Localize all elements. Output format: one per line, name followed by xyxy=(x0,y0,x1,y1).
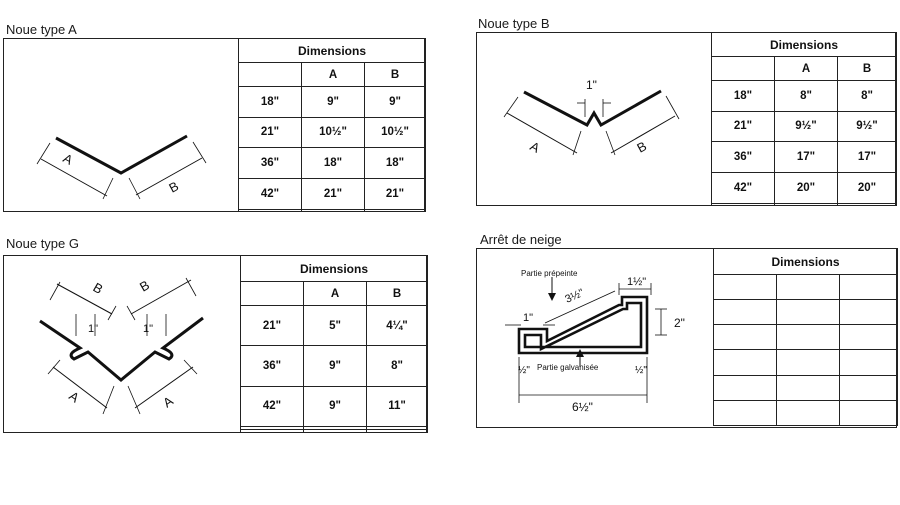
label-a-right: A xyxy=(160,393,176,411)
title-arret-de-neige: Arrêt de neige xyxy=(480,232,562,247)
cell-b: 11" xyxy=(367,386,428,426)
title-noue-type-b: Noue type B xyxy=(478,16,550,31)
label-fold-left: 1" xyxy=(88,323,99,335)
col-b: B xyxy=(838,57,897,81)
cell-size xyxy=(239,209,302,211)
label-a: A xyxy=(60,150,76,168)
label-a: A xyxy=(527,138,543,156)
cell-a xyxy=(775,203,838,205)
cell-b xyxy=(838,203,897,205)
label-lip: 1" xyxy=(523,312,534,324)
table-row xyxy=(241,386,428,426)
cell xyxy=(777,275,840,300)
label-b: B xyxy=(166,178,182,196)
cell-size: 18" xyxy=(712,81,775,112)
cell-a: 10½" xyxy=(302,117,365,148)
cell xyxy=(714,375,777,400)
cell-size xyxy=(241,429,304,432)
table-row xyxy=(714,375,898,400)
label-b: B xyxy=(634,138,650,156)
table-row xyxy=(239,148,426,179)
cell-a: 9" xyxy=(302,87,365,118)
cell-size: 21" xyxy=(241,306,304,346)
dimensions-table-type-g xyxy=(240,255,428,433)
col-size xyxy=(239,63,302,87)
cell xyxy=(840,325,898,350)
cell-a: 18" xyxy=(302,148,365,179)
cell-size: 42" xyxy=(712,172,775,203)
table-row xyxy=(712,111,897,142)
cell-size: 18" xyxy=(239,87,302,118)
table-row xyxy=(714,275,898,300)
cell xyxy=(714,350,777,375)
cell-a: 9" xyxy=(304,386,367,426)
cell-a xyxy=(304,429,367,432)
table-row xyxy=(241,346,428,386)
cell xyxy=(714,275,777,300)
cell-b: 8" xyxy=(838,81,897,112)
table-row xyxy=(712,142,897,173)
cell-a: 17" xyxy=(775,142,838,173)
cell xyxy=(840,400,898,425)
label-b-left: B xyxy=(90,279,106,297)
dimensions-table-type-b xyxy=(711,32,897,206)
table-row xyxy=(712,172,897,203)
cell xyxy=(777,325,840,350)
panel-noue-type-g xyxy=(3,255,427,433)
panel-noue-type-b xyxy=(476,32,896,206)
cell-size: 42" xyxy=(241,386,304,426)
table-row xyxy=(239,117,426,148)
col-a: A xyxy=(304,282,367,306)
col-a: A xyxy=(775,57,838,81)
col-b: B xyxy=(365,63,426,87)
cell xyxy=(777,300,840,325)
cell-b xyxy=(367,429,428,432)
table-row xyxy=(241,306,428,346)
label-fold-right: 1" xyxy=(143,323,154,335)
cell-b: 9" xyxy=(365,87,426,118)
cell-b: 8" xyxy=(367,346,428,386)
label-left-bottom: ½" xyxy=(518,365,530,376)
cell-size: 21" xyxy=(239,117,302,148)
cell xyxy=(840,300,898,325)
col-size xyxy=(241,282,304,306)
table-row xyxy=(714,325,898,350)
title-noue-type-a: Noue type A xyxy=(6,22,77,37)
table-header: Dimensions xyxy=(714,249,898,275)
cell xyxy=(777,400,840,425)
cell xyxy=(714,400,777,425)
table-row xyxy=(239,178,426,209)
cell-b: 21" xyxy=(365,178,426,209)
title-noue-type-g: Noue type G xyxy=(6,236,79,251)
label-height: 2" xyxy=(674,316,685,330)
cell-b: 10½" xyxy=(365,117,426,148)
cell-a: 8" xyxy=(775,81,838,112)
label-prepainted: Partie prépeinte xyxy=(521,269,578,278)
panel-noue-type-a xyxy=(3,38,425,212)
cell-b: 20" xyxy=(838,172,897,203)
table-row xyxy=(239,209,426,211)
panel-arret-de-neige xyxy=(476,248,897,428)
cell-a: 9" xyxy=(304,346,367,386)
table-row xyxy=(714,400,898,425)
table-header: Dimensions xyxy=(712,33,897,57)
snow-guard-diagram xyxy=(477,249,715,427)
cell xyxy=(840,275,898,300)
col-a: A xyxy=(302,63,365,87)
cell xyxy=(840,350,898,375)
table-row xyxy=(714,350,898,375)
label-galvanized: Partie galvanisée xyxy=(537,363,599,372)
label-slope: 3½" xyxy=(563,286,586,306)
cell-a: 20" xyxy=(775,172,838,203)
label-right-bottom: ½" xyxy=(635,365,647,376)
dimensions-table-snow xyxy=(713,248,898,426)
cell-b: 17" xyxy=(838,142,897,173)
cell-size: 36" xyxy=(239,148,302,179)
table-row xyxy=(239,87,426,118)
cell-size: 36" xyxy=(712,142,775,173)
cell-b: 9½" xyxy=(838,111,897,142)
cell-size: 21" xyxy=(712,111,775,142)
col-size xyxy=(712,57,775,81)
cell xyxy=(777,350,840,375)
cell-a: 5" xyxy=(304,306,367,346)
valley-type-g-diagram xyxy=(4,256,242,432)
cell-b: 18" xyxy=(365,148,426,179)
cell-size: 42" xyxy=(239,178,302,209)
cell-a: 9½" xyxy=(775,111,838,142)
table-header: Dimensions xyxy=(239,39,426,63)
valley-type-b-diagram xyxy=(477,33,713,205)
table-row xyxy=(241,429,428,432)
cell xyxy=(840,375,898,400)
cell-size xyxy=(712,203,775,205)
table-row xyxy=(712,81,897,112)
table-row xyxy=(714,300,898,325)
cell xyxy=(777,375,840,400)
cell xyxy=(714,325,777,350)
table-row xyxy=(712,203,897,205)
cell-a: 21" xyxy=(302,178,365,209)
label-total: 6½" xyxy=(572,400,593,414)
cell-size: 36" xyxy=(241,346,304,386)
table-header: Dimensions xyxy=(241,256,428,282)
cell-b xyxy=(365,209,426,211)
cell-b: 4¼" xyxy=(367,306,428,346)
label-b-right: B xyxy=(137,277,153,295)
dimensions-table-type-a xyxy=(238,38,426,212)
label-gap: 1" xyxy=(586,78,597,92)
cell-a xyxy=(302,209,365,211)
label-a-left: A xyxy=(66,388,82,406)
cell xyxy=(714,300,777,325)
label-top-flange: 1½" xyxy=(627,276,647,288)
col-b: B xyxy=(367,282,428,306)
valley-type-a-diagram xyxy=(4,39,240,211)
